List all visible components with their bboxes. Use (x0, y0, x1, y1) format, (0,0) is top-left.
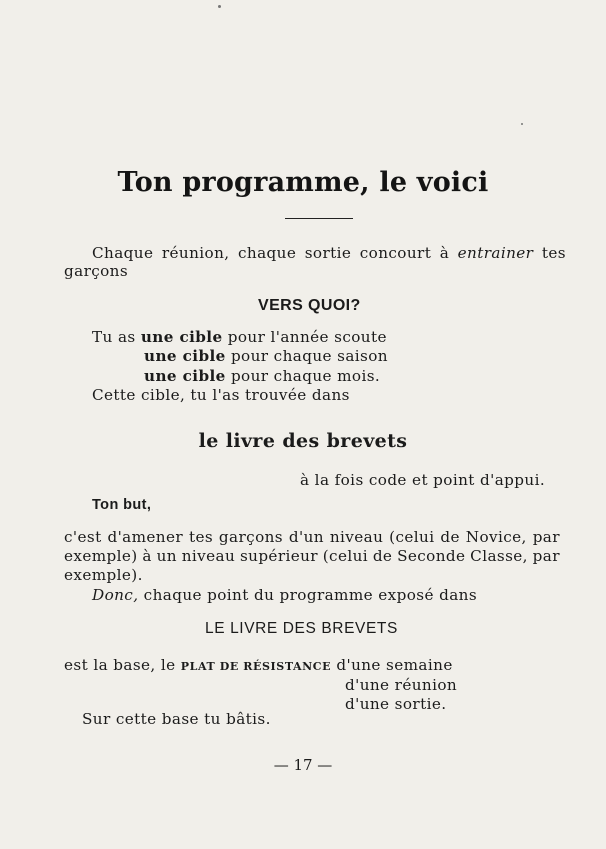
goal-line-2: exemple) à un niveau supérieur (celui de Seconde Classe, par (64, 547, 560, 565)
goal-label: Ton but, (92, 497, 152, 513)
goal-line-1: c'est d'amener tes garçons d'un niveau (celui de Novice, par (64, 528, 560, 546)
book-title: LE LIVRE DES BREVETS (205, 620, 398, 637)
section-heading-livre: le livre des brevets (198, 430, 408, 452)
target-line-1: Tu as une cible pour l'année scoute (92, 328, 387, 346)
title-divider (285, 218, 353, 219)
donc-line: Donc, chaque point du programme exposé dans (92, 586, 478, 604)
intro-line-2: garçons (64, 262, 129, 280)
base-line-2: d'une réunion (345, 676, 458, 694)
paper-speck (218, 5, 221, 8)
page-number: — 17 — (273, 756, 333, 774)
target-line-4: Cette cible, tu l'as trouvée dans (92, 386, 350, 404)
aside-text: à la fois code et point d'appui. (300, 471, 546, 489)
paper-speck (521, 123, 523, 125)
closing-line: Sur cette base tu bâtis. (82, 710, 271, 728)
base-line-1: est la base, le PLAT DE RÉSISTANCE d'une semaine (64, 656, 453, 674)
intro-line-1: Chaque réunion, chaque sortie concourt à entrainer tes (92, 244, 566, 262)
target-line-3: une cible pour chaque mois. (144, 367, 381, 385)
goal-line-3: exemple). (64, 566, 143, 584)
section-heading-vers-quoi: VERS QUOI? (258, 297, 361, 314)
target-line-2: une cible pour chaque saison (144, 347, 388, 365)
base-line-3: d'une sortie. (345, 695, 447, 713)
page-title: Ton programme, le voici (117, 167, 489, 198)
